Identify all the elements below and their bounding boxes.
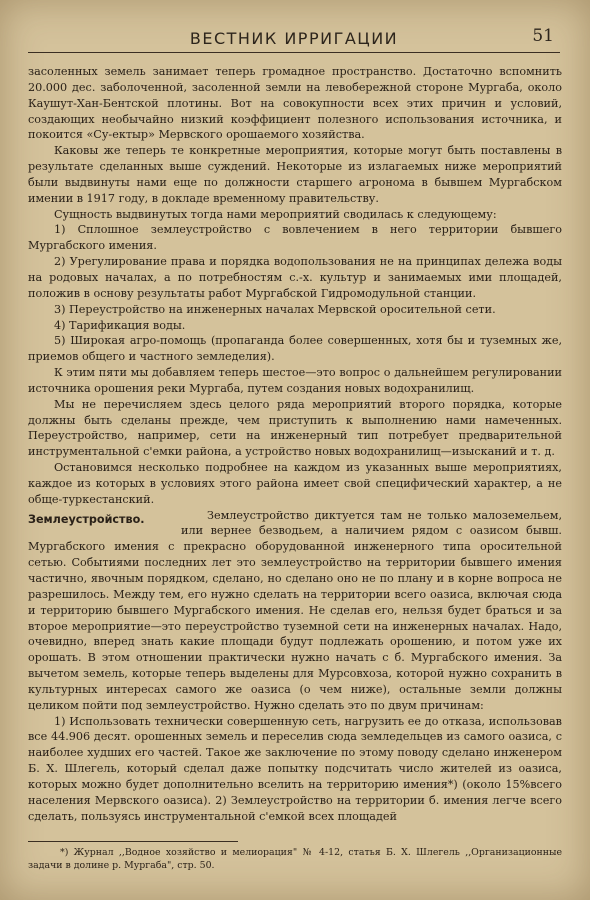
body-text [28,64,562,825]
section-heading: Землеустройство. [28,512,145,526]
footnote-divider [28,841,238,842]
list-item: 4) Тарификация воды. [54,318,186,332]
section-land-management [28,508,562,714]
paragraph: Мы не перечисляем здесь целого ряда мероприятий второго порядка, которые должны быть сделаны прежде, чем приступить к выполнению нами намеченных. Переустройство, например, сети на инженерный тип потребует предварительной инструментальной с'емки района, а устройство новых водохранилищ—изысканий и т. д. [28,397,562,459]
paragraph: К этим пяти мы добавляем теперь шестое—это вопрос о дальнейшем регулировании источника орошения реки Мургаба, путем создания новых водохранилищ. [28,366,562,395]
running-header [28,24,560,53]
list-item: 5) Широкая агро-помощь (пропаганда более совершенных, хотя бы и туземных же, приемов общего и частного земледелия). [28,334,562,364]
paragraph: засоленных земель занимает теперь громадное пространство. Достаточно вспомнить 20.000 дес. заболоченной, засоленной земли на левобережной стороне Мургаба, около Каушут-Хан-Бентской плотины. Вот на совокупности всех этих причин и условий, создающих необычайно низкий коэффициент полезного использования источника, и покоится «Су-ектыр» Мервского орошаемого хозяйства. [28,65,562,142]
running-title: ВЕСТНИК ИРРИГАЦИИ [189,28,399,48]
list-item: 3) Переустройство на инженерных началах Мервской оросительной сети. [54,302,496,316]
page-number: 51 [532,26,554,46]
paragraph: Остановимся несколько подробнее на каждом из указанных выше мероприятиях, каждое из которых в условиях этого района имеет свой специфический характер, а не обще-туркестанский. [28,461,562,506]
paragraph: Каковы же теперь те конкретные мероприятия, которые могут быть поставлены в результате сделанных выше суждений. Некоторые из излагаемых ниже мероприятий были выдвинуты нами еще по должности старшего агронома в бывшем Мургабском имении в 1917 году, в докладе временному правительству. [28,144,562,205]
paragraph: Сущность выдвинутых тогда нами мероприятий сводилась к следующему: [54,207,497,221]
list-item: 2) Урегулирование права и порядка водопользования не на принципах дележа воды на родовых началах, а по потребностям с.-х. культур и занимаемых ими площадей, положив в основу результаты работ Мургабской Гидромодульной станции. [28,255,562,300]
paragraph: 1) Использовать технически совершенную сеть, нагрузить ее до отказа, использовав все 44.906 десят. орошенных земель и переселив сюда земледельцев из самого оазиса, с наиболее худших его частей. Такое же заключение по этому поводу сделано инженером Б. Х. Шлегель, который сделал даже попытку подсчитать число жителей из оазиса, которых можно будет дополнительно вселить на территорию имения*) (около 15%всего населения Мервского оазиса). 2) Землеустройство на территории б. имения легче всего сделать, пользуясь инструментальной с'емкой всех площадей [28,714,562,823]
paragraph: Землеустройство диктуется там не только малоземельем, или вернее безводьем, а наличием рядом с оазисом бывш. Мургабского имения с прекрасно оборудованной инженерного типа оросительной сетью. Событиями последних лет это землеустройство на территории бывшего имения частично, явочным порядком, сделано, но сделано оно не по плану и в корне вопроса не разрешилось. Между тем, его нужно сделать на территории всего оазиса, включая сюда и территорию бывшего Мургабского имения. Не сделав его, нельзя будет браться и за второе мероприятие—это переустройство туземной сети на инженерных началах. Надо, очевидно, вперед знать какие площади будут подлежать орошению, и потом уже их орошать. В этом отношении практически нужно начать с б. Мургабского имения. За вычетом земель, которые теперь выделены для Мурсовхоза, которой нужно сохранить в культурных интересах самого же оазиса (о чем ниже), остальные земли должны целиком пойти под землеустройство. Нужно сделать это по двум причинам: [28,508,562,712]
footnote: *) Журнал ,,Водное хозяйство и мелиорация" № 4-12, статья Б. Х. Шлегель ,,Организационные задачи в долине р. Мургаба", стр. 50. [28,847,562,871]
list-item: 1) Сплошное землеустройство с вовлечением в него территории бывшего Мургабского имения. [28,223,562,253]
